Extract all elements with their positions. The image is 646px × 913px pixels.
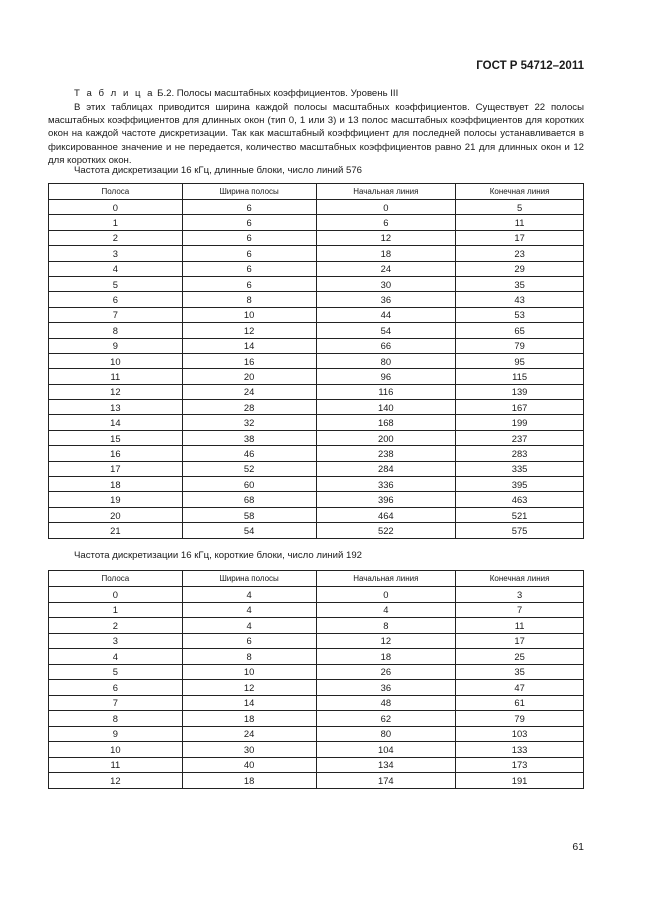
cell-start: 200 [316,430,456,445]
cell-width: 6 [182,200,316,215]
cell-band: 8 [49,323,183,338]
cell-start: 104 [316,742,456,758]
table1-body [49,200,584,539]
cell-band: 6 [49,292,183,307]
table-row [49,492,584,507]
cell-band: 7 [49,695,183,711]
table-row [49,618,584,634]
cell-band: 11 [49,757,183,773]
cell-end: 283 [456,446,584,461]
cell-start: 66 [316,338,456,353]
cell-start: 12 [316,230,456,245]
table-title: Б.2. Полосы масштабных коэффициентов. Уровень III [154,88,399,99]
cell-width: 4 [182,587,316,603]
cell-start: 80 [316,353,456,368]
table-row [49,415,584,430]
cell-band: 10 [49,353,183,368]
table-row [49,400,584,415]
cell-width: 14 [182,338,316,353]
table-row [49,246,584,261]
cell-end: 79 [456,338,584,353]
cell-start: 18 [316,246,456,261]
table-row [49,649,584,665]
table2-caption: Частота дискретизации 16 кГц, короткие блоки, число линий 192 [74,550,362,561]
cell-end: 395 [456,477,584,492]
cell-width: 12 [182,680,316,696]
cell-width: 40 [182,757,316,773]
cell-end: 65 [456,323,584,338]
cell-start: 44 [316,307,456,322]
cell-start: 0 [316,200,456,215]
cell-band: 10 [49,742,183,758]
cell-start: 48 [316,695,456,711]
cell-width: 28 [182,400,316,415]
col-header-width: Ширина полосы [182,571,316,587]
table-row [49,711,584,727]
cell-start: 8 [316,618,456,634]
cell-width: 16 [182,353,316,368]
cell-band: 4 [49,261,183,276]
description-paragraph: В этих таблицах приводится ширина каждой полосы масштабных коэффициентов. Существует 22 полосы масштабных коэффициентов для длинных окон (тип 0, 1 или 3) и 13 полос масштабных коэффициентов для коротких окон на каждой частоте дискретизации. Так как масштабный коэффициент для последней полосы устанавливается в фиксированное значение и не передается, количество масштабных коэффициентов равно 21 для длинных окон и 12 для коротких окон. [48,102,584,166]
cell-band: 6 [49,680,183,696]
table-row [49,757,584,773]
cell-band: 20 [49,507,183,522]
cell-width: 4 [182,618,316,634]
cell-width: 58 [182,507,316,522]
cell-end: 575 [456,523,584,538]
cell-band: 14 [49,415,183,430]
cell-end: 237 [456,430,584,445]
table-caption [74,88,398,99]
cell-band: 13 [49,400,183,415]
cell-width: 10 [182,307,316,322]
table-row [49,587,584,603]
col-header-start: Начальная линия [316,184,456,200]
col-header-width: Ширина полосы [182,184,316,200]
cell-start: 62 [316,711,456,727]
cell-end: 17 [456,633,584,649]
table-long-blocks [48,183,584,539]
cell-band: 3 [49,633,183,649]
table-row [49,523,584,538]
cell-start: 134 [316,757,456,773]
cell-width: 18 [182,711,316,727]
table-row [49,384,584,399]
cell-start: 96 [316,369,456,384]
table-row [49,726,584,742]
cell-band: 21 [49,523,183,538]
cell-band: 19 [49,492,183,507]
cell-width: 30 [182,742,316,758]
cell-end: 173 [456,757,584,773]
cell-end: 167 [456,400,584,415]
cell-start: 26 [316,664,456,680]
table-header-row [49,184,584,200]
cell-width: 8 [182,649,316,665]
table-row [49,353,584,368]
table-row [49,477,584,492]
cell-end: 335 [456,461,584,476]
cell-start: 0 [316,587,456,603]
cell-band: 1 [49,602,183,618]
table-header-row [49,571,584,587]
cell-start: 36 [316,292,456,307]
cell-width: 60 [182,477,316,492]
cell-end: 7 [456,602,584,618]
cell-width: 8 [182,292,316,307]
cell-start: 522 [316,523,456,538]
cell-width: 46 [182,446,316,461]
cell-end: 35 [456,276,584,291]
cell-band: 0 [49,200,183,215]
table1-caption: Частота дискретизации 16 кГц, длинные блоки, число линий 576 [74,165,362,176]
cell-start: 284 [316,461,456,476]
standard-number: ГОСТ Р 54712–2011 [476,60,584,72]
cell-start: 80 [316,726,456,742]
cell-start: 464 [316,507,456,522]
cell-band: 1 [49,215,183,230]
cell-band: 5 [49,276,183,291]
cell-width: 4 [182,602,316,618]
cell-end: 11 [456,215,584,230]
table2-body [49,587,584,789]
table-row [49,461,584,476]
cell-end: 79 [456,711,584,727]
table-row [49,261,584,276]
cell-start: 36 [316,680,456,696]
table-row [49,307,584,322]
cell-band: 17 [49,461,183,476]
cell-end: 5 [456,200,584,215]
table-word: Т а б л и ц а [74,88,155,99]
cell-band: 9 [49,726,183,742]
table-row [49,633,584,649]
cell-end: 191 [456,773,584,789]
cell-end: 25 [456,649,584,665]
cell-band: 9 [49,338,183,353]
cell-start: 168 [316,415,456,430]
cell-width: 24 [182,384,316,399]
cell-width: 52 [182,461,316,476]
cell-start: 396 [316,492,456,507]
cell-width: 20 [182,369,316,384]
cell-width: 38 [182,430,316,445]
cell-start: 24 [316,261,456,276]
cell-band: 4 [49,649,183,665]
cell-end: 53 [456,307,584,322]
cell-start: 6 [316,215,456,230]
cell-end: 3 [456,587,584,603]
cell-end: 95 [456,353,584,368]
table-row [49,338,584,353]
cell-end: 29 [456,261,584,276]
cell-start: 4 [316,602,456,618]
cell-width: 6 [182,230,316,245]
cell-end: 47 [456,680,584,696]
table-row [49,292,584,307]
cell-band: 11 [49,369,183,384]
cell-width: 6 [182,261,316,276]
cell-end: 133 [456,742,584,758]
cell-end: 23 [456,246,584,261]
table-row [49,680,584,696]
cell-start: 54 [316,323,456,338]
table-row [49,446,584,461]
cell-band: 3 [49,246,183,261]
cell-band: 2 [49,230,183,245]
table-row [49,773,584,789]
cell-start: 238 [316,446,456,461]
table-row [49,276,584,291]
cell-width: 12 [182,323,316,338]
col-header-start: Начальная линия [316,571,456,587]
page-number: 61 [572,841,584,853]
table-row [49,695,584,711]
cell-band: 5 [49,664,183,680]
table-row [49,369,584,384]
table-row [49,602,584,618]
cell-band: 15 [49,430,183,445]
cell-width: 14 [182,695,316,711]
cell-start: 174 [316,773,456,789]
col-header-band: Полоса [49,571,183,587]
cell-band: 8 [49,711,183,727]
cell-end: 61 [456,695,584,711]
cell-width: 54 [182,523,316,538]
table-row [49,664,584,680]
cell-end: 11 [456,618,584,634]
cell-width: 10 [182,664,316,680]
table-row [49,507,584,522]
cell-band: 7 [49,307,183,322]
cell-end: 199 [456,415,584,430]
cell-start: 18 [316,649,456,665]
cell-band: 16 [49,446,183,461]
table-short-blocks [48,570,584,789]
cell-end: 521 [456,507,584,522]
table-row [49,200,584,215]
cell-start: 30 [316,276,456,291]
col-header-band: Полоса [49,184,183,200]
cell-band: 18 [49,477,183,492]
cell-band: 12 [49,773,183,789]
cell-width: 6 [182,633,316,649]
cell-width: 18 [182,773,316,789]
table-row [49,323,584,338]
cell-end: 17 [456,230,584,245]
cell-end: 139 [456,384,584,399]
cell-end: 115 [456,369,584,384]
cell-width: 6 [182,276,316,291]
cell-start: 12 [316,633,456,649]
cell-start: 116 [316,384,456,399]
cell-end: 463 [456,492,584,507]
cell-end: 35 [456,664,584,680]
cell-end: 43 [456,292,584,307]
col-header-end: Конечная линия [456,571,584,587]
table-row [49,215,584,230]
cell-band: 0 [49,587,183,603]
cell-width: 6 [182,215,316,230]
cell-end: 103 [456,726,584,742]
table-row [49,230,584,245]
col-header-end: Конечная линия [456,184,584,200]
table-row [49,430,584,445]
cell-start: 336 [316,477,456,492]
cell-width: 24 [182,726,316,742]
cell-width: 32 [182,415,316,430]
cell-band: 12 [49,384,183,399]
cell-band: 2 [49,618,183,634]
cell-width: 6 [182,246,316,261]
cell-start: 140 [316,400,456,415]
cell-width: 68 [182,492,316,507]
table-row [49,742,584,758]
